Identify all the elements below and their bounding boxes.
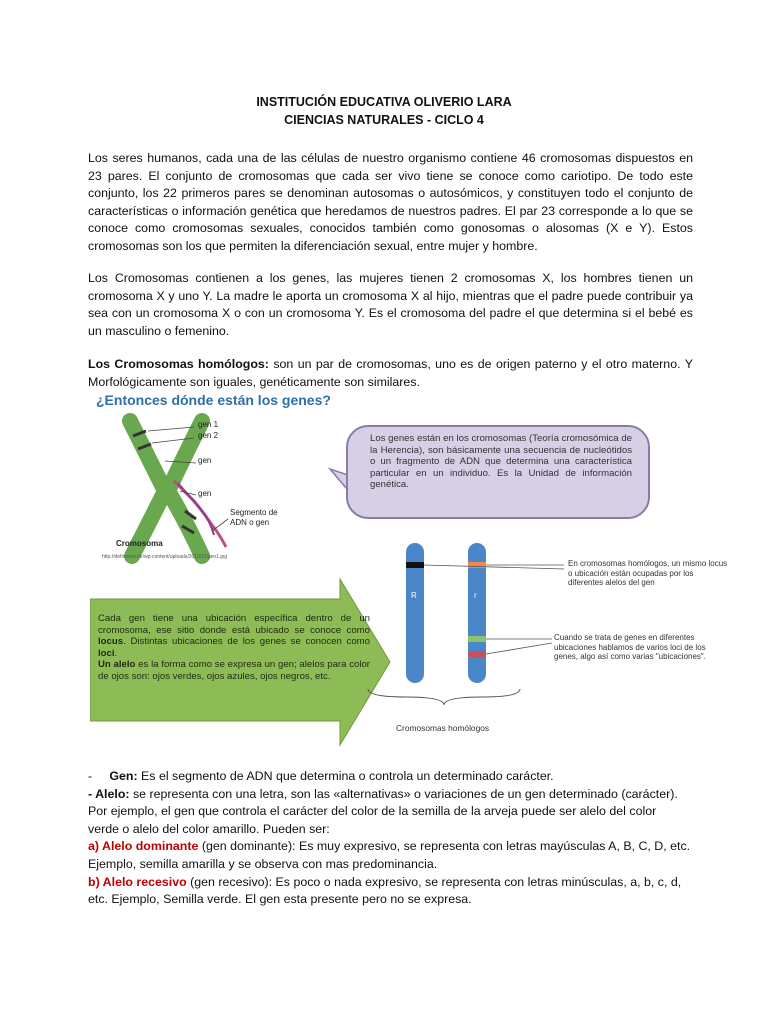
genes-figure <box>90 391 742 749</box>
recessive-text: (gen recesivo): Es poco o nada expresivo, se representa con letras minúsculas, a, b, c, d, <box>186 874 682 889</box>
adn-gen-label: ADN o gen <box>230 518 270 527</box>
recessive-term: b) Alelo recesivo <box>88 874 187 889</box>
gen-definition <box>88 768 708 786</box>
recessive-allele <box>88 874 708 892</box>
homologous-note: En cromosomas homólogos, un mismo locus o ubicación están ocupadas por los diferentes alelos del gen <box>568 559 728 588</box>
segmento-label: Segmento de <box>230 508 278 517</box>
gen-label-b: gen <box>198 489 212 498</box>
bubble-text: Los genes están en los cromosomas (Teoría cromosómica de la Herencia), son básicamente una secuencia de nucleótidos o un fragmento de ADN que determina una característica particular en un individuo. Es la Unidad de información genética. <box>370 433 632 491</box>
example-line-2: verde o alelo del color amarillo. Pueden ser: <box>88 821 330 836</box>
allele-r-label: r <box>474 591 477 600</box>
document-header <box>0 93 768 129</box>
alelo-term: - Alelo: <box>88 786 130 801</box>
gen-term: Gen: <box>109 769 138 783</box>
alelo-definition <box>88 786 708 804</box>
chromosome-illustration <box>130 421 228 556</box>
arrow-text-a: Cada gen tiene una ubicación específica dentro de un cromosoma, ese sitio donde está ubicado se conoce como <box>98 613 370 636</box>
dominant-allele <box>88 838 708 856</box>
gen2-label: gen 2 <box>198 431 219 440</box>
dominant-text: (gen dominante): Es muy expresivo, se representa con letras mayúsculas A, B, C, D, etc. <box>198 839 691 854</box>
homologous-caption: Cromosomas homólogos <box>396 723 490 733</box>
homologos-term: Los Cromosomas homólogos: <box>88 357 269 371</box>
list-dash: - <box>88 769 93 783</box>
loci-note: Cuando se trata de genes en diferentes ubicaciones hablamos de varios loci de los genes, algo así como varias "ubicaciones". <box>554 633 706 662</box>
example-line-1: Por ejemplo, el gen que controla el carácter del color de la semilla de la arveja puede ser alelo del color <box>88 804 657 819</box>
paragraph-genes: Los Cromosomas contienen a los genes, las mujeres tienen 2 cromosomas X, los hombres tienen un cromosoma X y uno Y. La madre le aporta un cromosoma X al hijo, mientras que el padre puede contribuir ya sea con un cromosoma X o con un cromosoma Y. Es el cromosoma del padre el que determina si el bebé es un masculino o femenino. <box>88 271 693 338</box>
figure-title: ¿Entonces dónde están los genes? <box>96 392 331 408</box>
institution-name: INSTITUCIÓN EDUCATIVA OLIVERIO LARA <box>256 95 512 109</box>
homologos-definition: son un par de cromosomas, uno es de origen paterno y el otro materno. Y Morfológicamente son iguales, genéticamente son similares. <box>88 357 693 389</box>
alelo-term: Un alelo <box>98 659 136 671</box>
definitions-list <box>88 768 708 909</box>
gen-text: Es el segmento de ADN que determina o controla un determinado carácter. <box>137 769 554 783</box>
cromosoma-label: Cromosoma <box>116 539 163 548</box>
arrow-text-b: . Distintas ubicaciones de los genes se conocen como <box>123 636 370 648</box>
course-title: CIENCIAS NATURALES - CICLO 4 <box>284 113 484 127</box>
paragraph-homologos <box>88 356 693 391</box>
locus-term: locus <box>98 636 124 648</box>
gen-label-a: gen <box>198 456 212 465</box>
image-citation: http://definicion.de/wp-content/uploads/2010/11/gen1.jpg <box>102 554 227 560</box>
arrow-text-c: . <box>114 647 118 659</box>
loci-term: loci <box>98 647 115 659</box>
gen1-label: gen 1 <box>198 420 219 429</box>
homologous-chromosomes <box>368 543 564 705</box>
arrow-text <box>98 613 370 683</box>
arrow-text-d: es la forma como se expresa un gen; alelos para color de ojos son: ojos verdes, ojos azules, ojos negros, etc. <box>98 659 370 682</box>
dominant-term: a) Alelo dominante <box>88 839 199 854</box>
alelo-text: se representa con una letra, son las «alternativas» o variaciones de un gen determinado (carácter). <box>129 786 678 801</box>
allele-R-label: R <box>411 591 417 600</box>
paragraph-cromosomas: Los seres humanos, cada una de las células de nuestro organismo contiene 46 cromosomas dispuestos en 23 pares. El conjunto de cromosomas que cada ser vivo tiene se conoce como cariotipo. De todo este conjunto, los 22 primeros pares se denominan autosomas o autosómicos, y constituyen todo el conjunto de características o información genética que heredamos de nuestros padres. El par 23 corresponde a lo que se conoce como cromosomas sexuales, conocidos también como gonosomas o alosomas (X e Y). Estos cromosomas son los que permiten la diferenciación sexual, entre mujer y hombre. <box>88 151 693 253</box>
recessive-example: etc. Ejemplo, Semilla verde. El gen esta presente pero no se expresa. <box>88 892 472 907</box>
dominant-example: Ejemplo, semilla amarilla y se observa con mas predominancia. <box>88 856 438 871</box>
